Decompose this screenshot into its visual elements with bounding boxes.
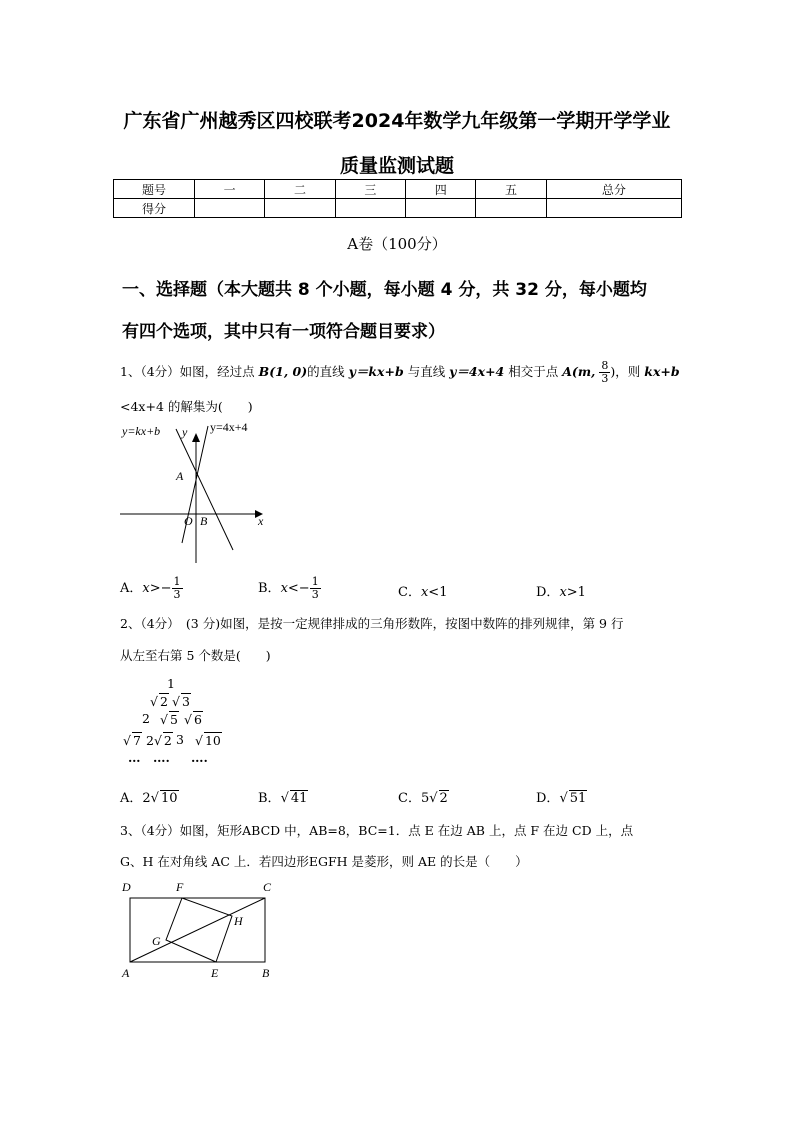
sqrt-icon bbox=[123, 733, 131, 748]
q2-option-d bbox=[536, 787, 587, 806]
triangle-entry bbox=[184, 711, 203, 727]
score-table-header: 题号 bbox=[114, 180, 195, 199]
option-radicand: 41 bbox=[290, 791, 308, 806]
frac-denominator: 3 bbox=[311, 588, 319, 601]
radicand: 10 bbox=[204, 733, 221, 748]
score-cell bbox=[476, 199, 546, 218]
label-x-axis: x bbox=[258, 514, 264, 528]
q1-option-a bbox=[120, 576, 183, 601]
label-c: C bbox=[263, 880, 272, 894]
question-2-line1: 2、（4分） (3 分)如图，是按一定规律排成的三角形数阵，按图中数阵的排列规律，第 9 行 bbox=[120, 616, 624, 631]
radicand: 5 bbox=[169, 712, 178, 727]
radicand: 7 bbox=[132, 733, 141, 748]
q2-option-c bbox=[398, 787, 449, 806]
label-kx-b: y=kx+b bbox=[122, 424, 161, 438]
option-label: D． bbox=[536, 791, 560, 806]
score-cell bbox=[406, 199, 476, 218]
sqrt-icon bbox=[429, 791, 437, 806]
option-coefficient: 2 bbox=[142, 791, 151, 806]
frac-denominator: 3 bbox=[173, 588, 181, 601]
option-radicand: 51 bbox=[569, 791, 587, 806]
score-table-header: 一 bbox=[195, 180, 265, 199]
radicand: 2 bbox=[159, 694, 168, 709]
label-g: G bbox=[152, 934, 161, 948]
option-fraction bbox=[310, 576, 321, 601]
q2-option-b bbox=[258, 787, 308, 806]
label-point-b: B bbox=[200, 514, 208, 528]
label-origin: O bbox=[184, 514, 193, 528]
q1-text: ，则 bbox=[615, 364, 645, 379]
radicand: 6 bbox=[193, 712, 202, 727]
label-d: D bbox=[122, 880, 131, 894]
question-2-line2: 从左至右第 5 个数是( ) bbox=[120, 648, 271, 663]
sqrt-icon bbox=[195, 733, 203, 748]
option-label: A． bbox=[120, 581, 143, 596]
triangle-entry bbox=[172, 693, 191, 709]
document-title-line1: 广东省广州越秀区四校联考2024年数学九年级第一学期开学学业 bbox=[123, 110, 671, 132]
label-h: H bbox=[234, 914, 243, 928]
score-cell bbox=[335, 199, 405, 218]
document-title-line2: 质量监测试题 bbox=[339, 155, 454, 177]
q1-graph-figure bbox=[118, 418, 278, 568]
triangle-entry bbox=[160, 711, 179, 727]
triangle-entry bbox=[123, 732, 142, 748]
diagonal-ac bbox=[130, 898, 265, 962]
triangle-entry bbox=[146, 732, 173, 748]
question-3-line2: G、H 在对角线 AC 上．若四边形EGFH 是菱形，则 AE 的长是（ ） bbox=[120, 854, 528, 869]
label-e: E bbox=[211, 966, 219, 980]
section-heading-line1: 一、选择题（本大题共 8 个小题，每小题 4 分，共 32 分，每小题均 bbox=[122, 280, 647, 300]
label-y-axis: y bbox=[182, 425, 188, 439]
sqrt-icon bbox=[151, 791, 159, 806]
q2-option-a bbox=[120, 787, 179, 806]
option-label: B． bbox=[258, 791, 281, 806]
score-cell bbox=[195, 199, 265, 218]
triangle-dots: … bbox=[128, 750, 141, 765]
section-heading-line2: 有四个选项，其中只有一项符合题目要求） bbox=[122, 322, 445, 342]
score-table bbox=[113, 179, 682, 218]
q3-rectangle-figure bbox=[118, 878, 288, 986]
label-point-a: A bbox=[176, 469, 184, 483]
triangle-entry bbox=[150, 693, 169, 709]
rhombus-egfh bbox=[166, 898, 232, 962]
sqrt-icon bbox=[184, 712, 192, 727]
q1-ineq: kx+b bbox=[644, 364, 680, 379]
y-axis-arrow bbox=[192, 433, 200, 442]
q1-text: 相交于点 bbox=[504, 364, 563, 379]
question-1-line1 bbox=[120, 360, 680, 385]
score-table-header-row bbox=[114, 180, 682, 199]
sqrt-icon bbox=[154, 733, 162, 748]
q1-point-b: B(1, 0) bbox=[258, 364, 308, 379]
option-radicand: 10 bbox=[160, 791, 178, 806]
frac-numerator: 8 bbox=[601, 359, 609, 372]
option-rest: >1 bbox=[566, 585, 586, 600]
option-sign: >− bbox=[149, 581, 172, 596]
option-label: A． bbox=[120, 791, 143, 806]
triangle-entry: 3 bbox=[176, 732, 184, 747]
option-radicand: 2 bbox=[439, 791, 448, 806]
q1-text: 1、（4分）如图，经过点 bbox=[120, 364, 259, 379]
triangle-entry bbox=[195, 732, 222, 748]
triangle-dots: …. bbox=[153, 750, 170, 765]
option-fraction bbox=[172, 576, 183, 601]
sqrt-icon bbox=[172, 694, 180, 709]
option-var: x bbox=[142, 581, 150, 596]
score-table-header: 总分 bbox=[546, 180, 681, 199]
score-table-score-row bbox=[114, 199, 682, 218]
q1-fraction bbox=[599, 360, 610, 385]
label-a: A bbox=[122, 966, 130, 980]
q1-point-a: A(m, bbox=[562, 364, 596, 379]
score-table-header: 五 bbox=[476, 180, 546, 199]
coefficient: 2 bbox=[146, 733, 154, 748]
frac-numerator: 1 bbox=[173, 575, 181, 588]
option-label: C． bbox=[398, 791, 421, 806]
option-label: D． bbox=[536, 585, 560, 600]
score-table-header: 三 bbox=[335, 180, 405, 199]
option-coefficient: 5 bbox=[420, 791, 430, 806]
triangle-dots: …. bbox=[191, 750, 208, 765]
score-table-row-label: 得分 bbox=[114, 199, 195, 218]
radicand: 2 bbox=[163, 733, 172, 748]
option-var: x bbox=[280, 581, 288, 596]
q1-option-b bbox=[258, 576, 321, 601]
label-4x-4: y=4x+4 bbox=[210, 420, 248, 434]
sqrt-icon bbox=[150, 694, 158, 709]
score-cell bbox=[265, 199, 335, 218]
score-table-header: 四 bbox=[406, 180, 476, 199]
volume-title: A卷（100分） bbox=[347, 235, 447, 253]
q1-text: ) bbox=[610, 364, 616, 379]
q1-line-expr: y＝4x+4 bbox=[449, 364, 505, 379]
sqrt-icon bbox=[281, 791, 289, 806]
radicand: 3 bbox=[181, 694, 190, 709]
score-table-header: 二 bbox=[265, 180, 335, 199]
sqrt-icon bbox=[559, 791, 567, 806]
score-cell bbox=[546, 199, 681, 218]
option-sign: <− bbox=[287, 581, 310, 596]
option-label: B． bbox=[258, 581, 281, 596]
option-var: x bbox=[420, 585, 429, 600]
option-label: C． bbox=[398, 585, 421, 600]
sqrt-icon bbox=[160, 712, 168, 727]
label-f: F bbox=[176, 880, 184, 894]
triangle-entry: 2 bbox=[142, 711, 150, 726]
q2-number-triangle bbox=[120, 676, 230, 768]
q1-text: 与直线 bbox=[403, 364, 450, 379]
q1-text: 的直线 bbox=[307, 364, 349, 379]
question-1-line2: <4x+4 的解集为( ) bbox=[120, 399, 253, 414]
option-rest: <1 bbox=[428, 585, 448, 600]
q1-option-c bbox=[398, 581, 447, 600]
frac-denominator: 3 bbox=[601, 372, 609, 385]
question-3-line1: 3、（4分）如图，矩形ABCD 中，AB=8，BC=1．点 E 在边 AB 上，点 F 在边 CD 上，点 bbox=[120, 823, 634, 838]
option-var: x bbox=[559, 585, 567, 600]
label-b: B bbox=[262, 966, 270, 980]
q1-line-expr: y＝kx+b bbox=[348, 364, 404, 379]
frac-numerator: 1 bbox=[311, 575, 319, 588]
triangle-entry: 1 bbox=[167, 676, 175, 691]
q1-option-d bbox=[536, 581, 586, 600]
